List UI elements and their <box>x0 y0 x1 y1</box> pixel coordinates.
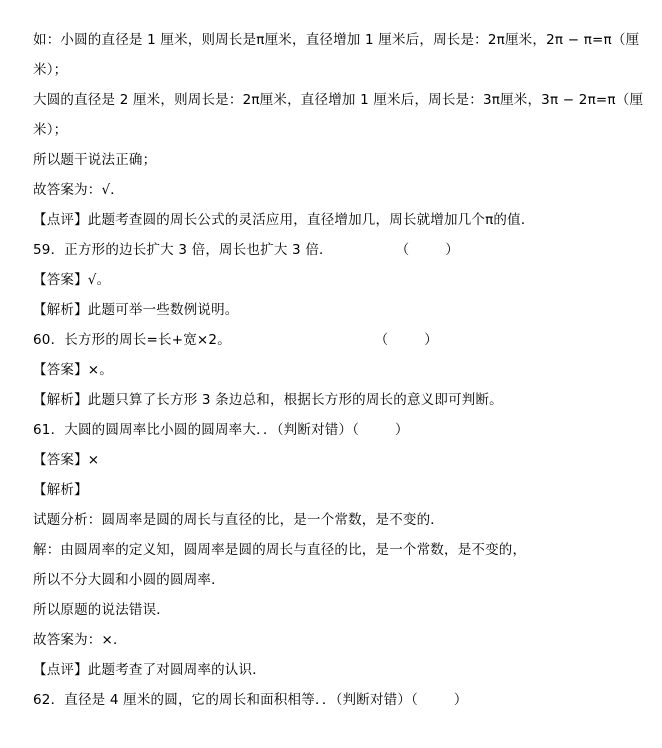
question-59: 59．正方形的边长扩大 3 倍，周长也扩大 3 倍． （ ） <box>33 242 459 258</box>
answer-60: 【答案】×。 <box>33 362 114 378</box>
text-line-conclusion: 所以题干说法正确； <box>33 152 157 168</box>
text-line-comment: 【点评】此题考查圆的周长公式的灵活应用，直径增加几，周长就增加几个π的值． <box>33 212 535 228</box>
solution-61-line-2: 所以不分大圆和小圆的圆周率． <box>33 572 225 588</box>
answer-61: 【答案】× <box>33 452 100 468</box>
answer-59: 【答案】√。 <box>33 272 111 288</box>
analysis-61-text: 试题分析：圆周率是圆的周长与直径的比，是一个常数，是不变的． <box>33 512 444 528</box>
analysis-60: 【解析】此题只算了长方形 3 条边总和，根据长方形的周长的意义即可判断。 <box>33 392 503 408</box>
text-line-unit-continuation: 米）； <box>33 62 68 78</box>
question-62: 62．直径是 4 厘米的圆，它的周长和面积相等．．（判断对错）（ ） <box>33 692 468 708</box>
text-line-circle-large-example: 大圆的直径是 2 厘米，则周长是：2π厘米，直径增加 1 厘米后，周长是：3π厘米，3π − 2π=π（厘 <box>33 92 644 108</box>
answer-61-final: 故答案为：×． <box>33 632 127 648</box>
text-line-circle-small-example: 如：小圆的直径是 1 厘米，则周长是π厘米，直径增加 1 厘米后，周长是：2π厘米，2π − π=π（厘 <box>33 32 640 48</box>
comment-61: 【点评】此题考查了对圆周率的认识． <box>33 662 266 678</box>
solution-61-line-3: 所以原题的说法错误． <box>33 602 170 618</box>
solution-61-text: 解：由圆周率的定义知，圆周率是圆的周长与直径的比，是一个常数，是不变的， <box>33 542 527 558</box>
text-line-unit-continuation: 米）； <box>33 122 68 138</box>
question-61: 61．大圆的圆周率比小圆的圆周率大．．（判断对错）（ ） <box>33 422 409 438</box>
analysis-59: 【解析】此题可举一些数例说明。 <box>33 302 239 318</box>
analysis-61-heading: 【解析】 <box>33 482 88 498</box>
question-60: 60．长方形的周长=长+宽×2。 （ ） <box>33 332 438 348</box>
text-line-answer: 故答案为：√． <box>33 182 125 198</box>
